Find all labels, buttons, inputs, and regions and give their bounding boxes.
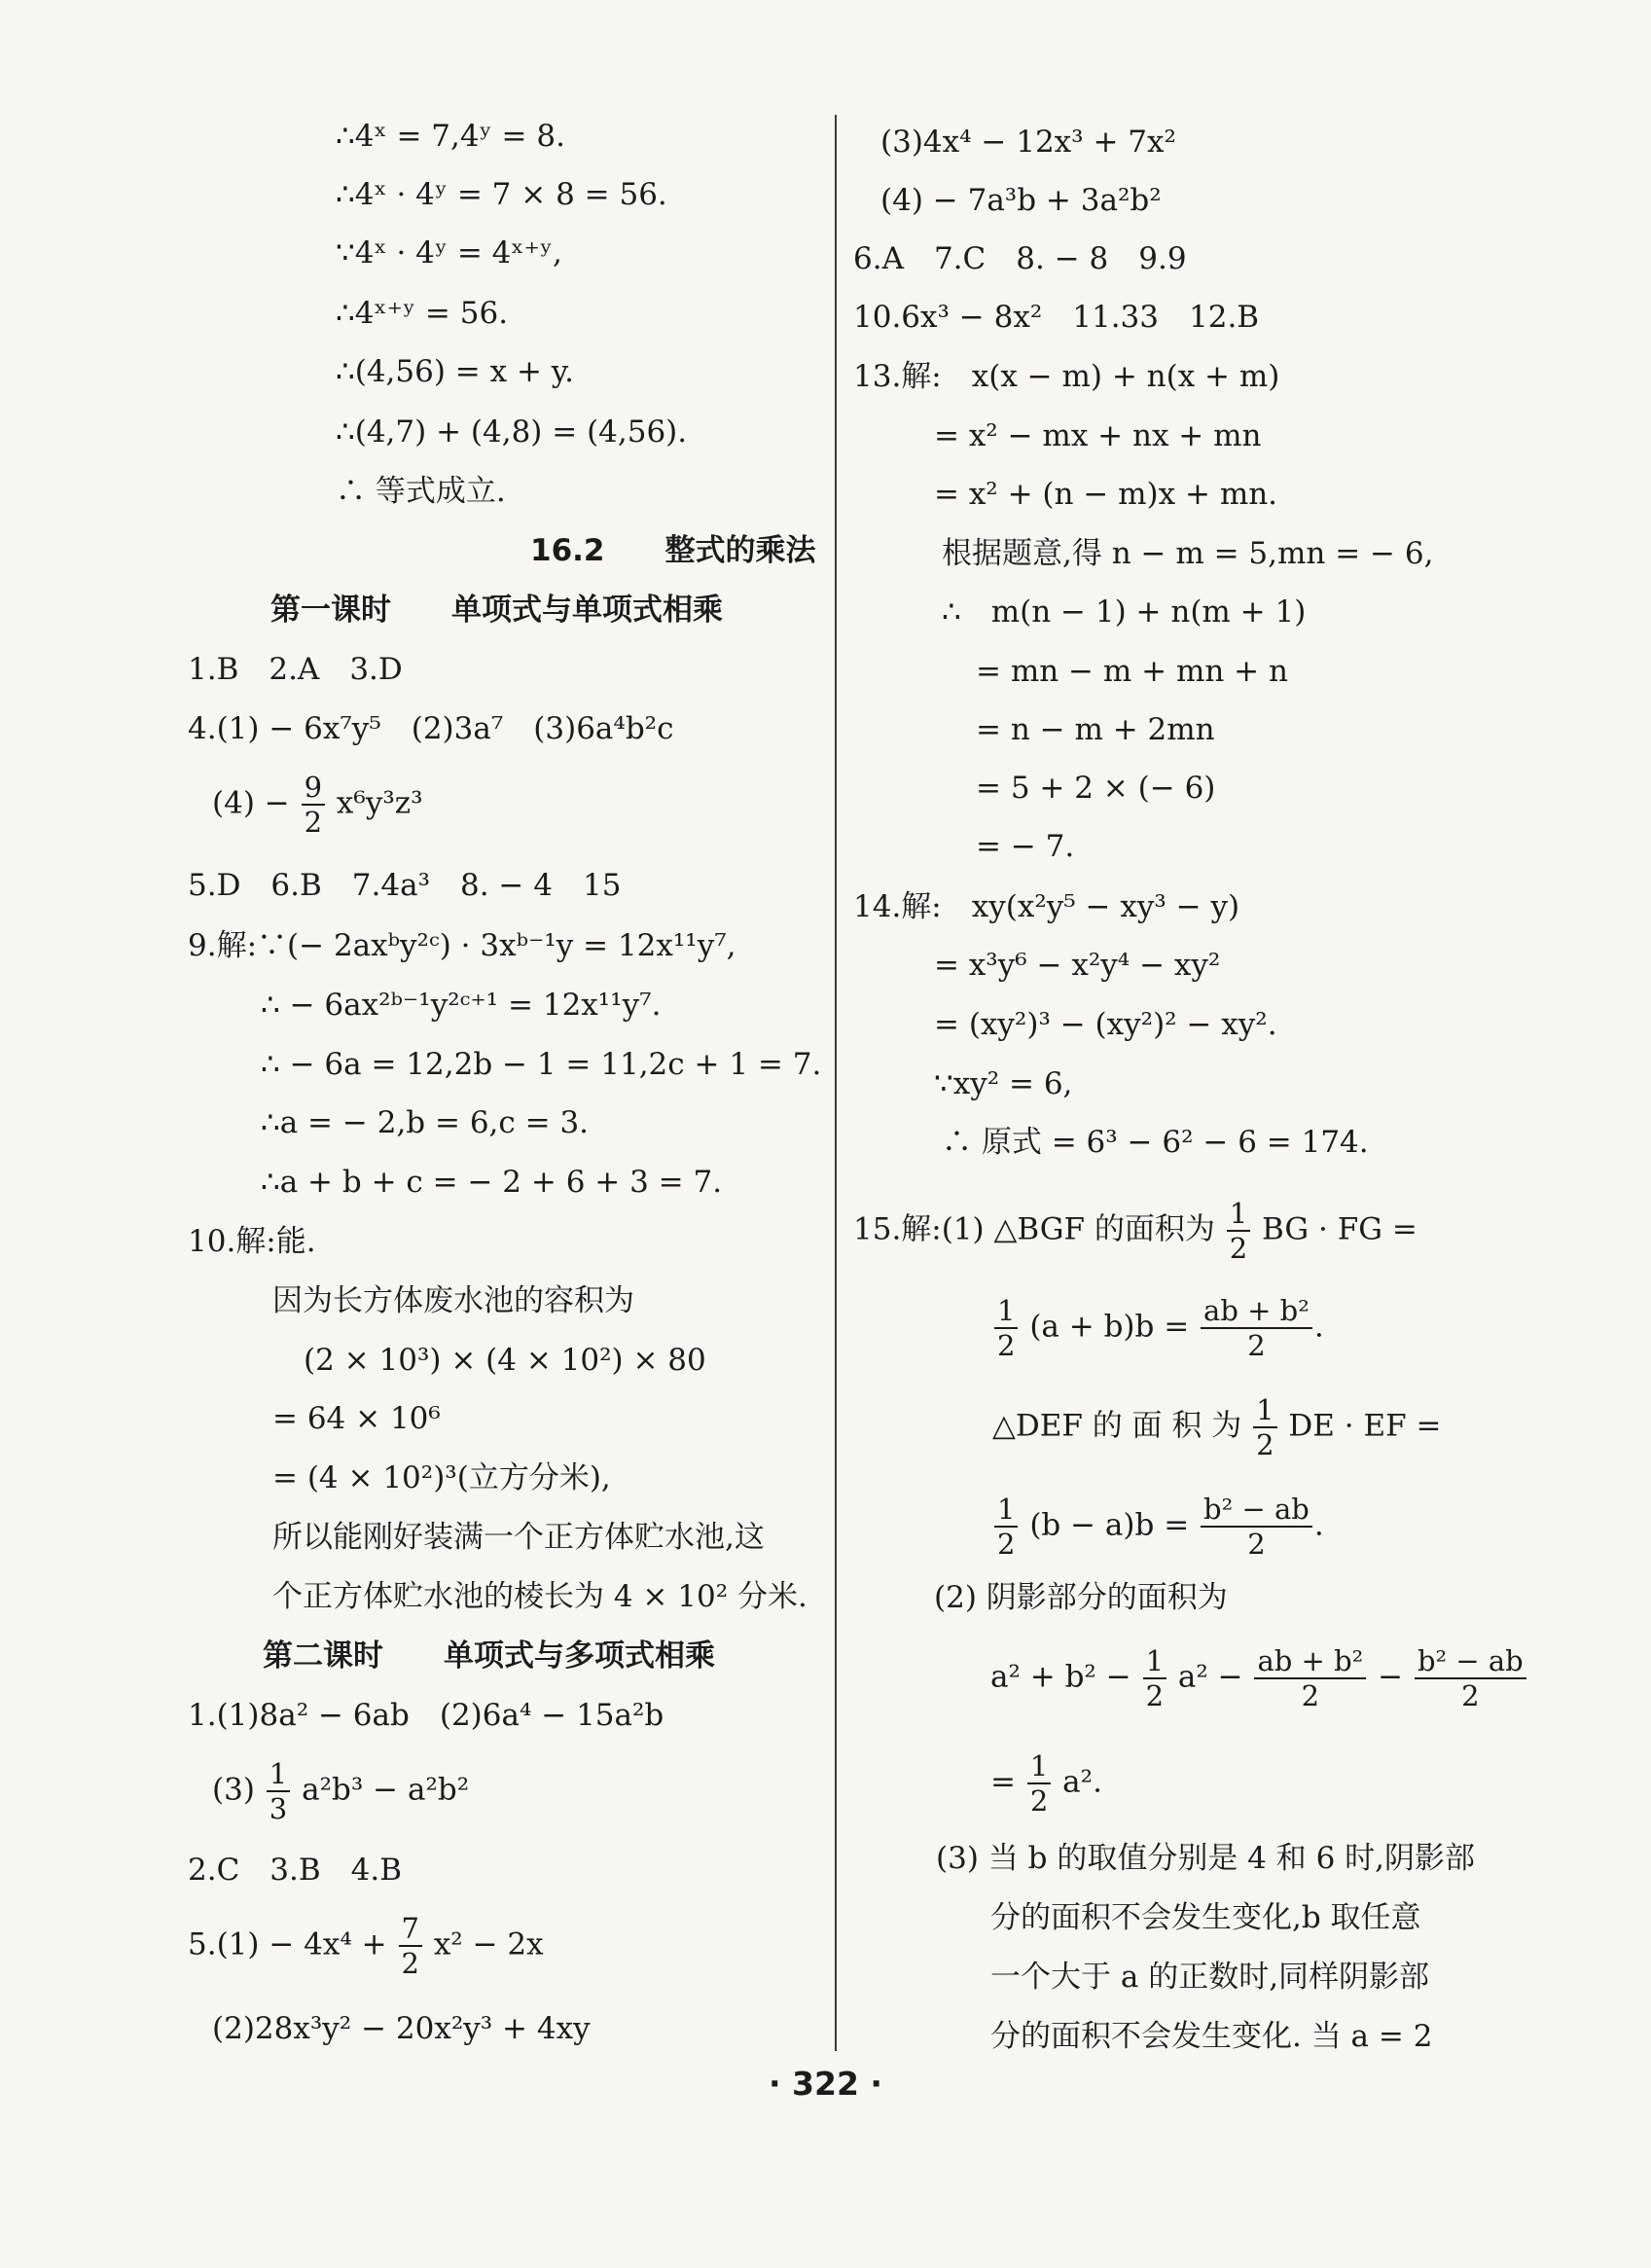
fraction: $\frac{\text{b² − ab}}{2}$ (1415, 1644, 1526, 1712)
column-divider (835, 115, 837, 2051)
q15-line-2: $\frac{1}{2}$ (a + b)b = $\frac{\text{ab + b²}}{2}$ . (992, 1294, 1324, 1362)
q14-line-4: ∵xy² = 6, (934, 1066, 1073, 1101)
answer-10-line-7: 个正方体贮水池的棱长为 4 × 10² 分米. (272, 1579, 808, 1614)
answer-9-line-5: ∴a + b + c = − 2 + 6 + 3 = 7. (261, 1165, 723, 1200)
q15-line-4: $\frac{1}{2}$ (b − a)b = $\frac{\text{b² − ab}}{2}$ . (992, 1493, 1324, 1561)
q13-line-5: ∴ m(n − 1) + n(m + 1) (942, 594, 1307, 630)
q15-line-10: 一个大于 a 的正数时,同样阴影部 (990, 1960, 1430, 1995)
lesson1-title: 第一课时 单项式与单项式相乘 (270, 593, 723, 628)
answer-10-line-1: 10.解:能. (188, 1224, 316, 1259)
fraction: $\frac{1}{2}$ (994, 1493, 1018, 1561)
line: ∵4ˣ · 4ʸ = 4ˣ⁺ʸ, (336, 235, 562, 270)
q13-line-2: = x² − mx + nx + mn (934, 418, 1262, 453)
line: ∴4ˣ = 7,4ʸ = 8. (336, 119, 565, 154)
q15-line-3: △DEF 的 面 积 为 $\frac{1}{2}$ DE · EF = (992, 1393, 1442, 1461)
q15-line-1: 15.解:(1) △BGF 的面积为 $\frac{1}{2}$ BG · FG = (853, 1197, 1418, 1265)
answer-1-3: 1.B 2.A 3.D (188, 652, 403, 687)
line: ∴(4,56) = x + y. (336, 354, 575, 389)
q14-line-3: = (xy²)³ − (xy²)² − xy². (934, 1007, 1277, 1042)
answer-4-4: (4) − $\frac{9}{2}$ x⁶y³z³ (212, 771, 423, 839)
lesson2-answer-2-4: 2.C 3.B 4.B (188, 1853, 403, 1888)
fraction: $\frac{1}{2}$ (1027, 1749, 1051, 1818)
lesson2-answer-1: 1.(1)8a² − 6ab (2)6a⁴ − 15a²b (188, 1698, 664, 1733)
q14-line-1: 14.解: xy(x²y⁵ − xy³ − y) (853, 889, 1240, 924)
answer-9-line-2: ∴ − 6ax²ᵇ⁻¹y²ᶜ⁺¹ = 12x¹¹y⁷. (261, 988, 662, 1023)
q14-line-5: ∴ 原式 = 6³ − 6² − 6 = 174. (942, 1125, 1369, 1160)
fraction: $\frac{7}{2}$ (399, 1912, 422, 1980)
lesson2-title: 第二课时 单项式与多项式相乘 (263, 1638, 715, 1674)
answer-4: 4.(1) − 6x⁷y⁵ (2)3a⁷ (3)6a⁴b²c (188, 711, 674, 746)
answer-10-line-6: 所以能刚好装满一个正方体贮水池,这 (272, 1520, 765, 1555)
q13-line-4: 根据题意,得 n − m = 5,mn = − 6, (942, 536, 1434, 571)
answer-9-line-1: 9.解:∵(− 2axᵇy²ᶜ) · 3xᵇ⁻¹y = 12x¹¹y⁷, (188, 928, 736, 963)
q15-line-11: 分的面积不会发生变化. 当 a = 2 (990, 2019, 1433, 2054)
answer-9-line-4: ∴a = − 2,b = 6,c = 3. (261, 1105, 590, 1140)
q13-line-1: 13.解: x(x − m) + n(x + m) (853, 359, 1280, 394)
answer-10-line-2: 因为长方体废水池的容积为 (272, 1283, 634, 1318)
answer-5-8: 5.D 6.B 7.4a³ 8. − 4 15 (188, 868, 622, 903)
q15-line-5: (2) 阴影部分的面积为 (934, 1580, 1228, 1615)
line: ∴4ˣ · 4ʸ = 7 × 8 = 56. (336, 177, 667, 212)
q14-line-2: = x³y⁶ − x²y⁴ − xy² (934, 948, 1221, 983)
q13-line-6: = mn − m + mn + n (976, 654, 1288, 689)
fraction: $\frac{\text{ab + b²}}{2}$ (1201, 1294, 1312, 1362)
line: 10.6x³ − 8x² 11.33 12.B (853, 300, 1260, 335)
answer-9-line-3: ∴ − 6a = 12,2b − 1 = 11,2c + 1 = 7. (261, 1047, 822, 1082)
lesson2-answer-5-1: 5.(1) − 4x⁴ + $\frac{7}{2}$ x² − 2x (188, 1912, 544, 1980)
lesson2-answer-5-2: (2)28x³y² − 20x²y³ + 4xy (212, 2011, 591, 2046)
page-number: · 322 · (769, 2065, 882, 2103)
q15-line-6: a² + b² − $\frac{1}{2}$ a² − $\frac{\text{ab + b²}}{2}$ − $\frac{\text{b² − ab}}{2}$ (990, 1644, 1528, 1712)
q13-line-7: = n − m + 2mn (976, 712, 1215, 747)
section-title: 16.2 整式的乘法 (530, 533, 816, 568)
fraction: $\frac{\text{b² − ab}}{2}$ (1201, 1493, 1312, 1561)
fraction: $\frac{1}{2}$ (1143, 1644, 1166, 1712)
answer-10-line-3: (2 × 10³) × (4 × 10²) × 80 (304, 1343, 706, 1378)
line: 6.A 7.C 8. − 8 9.9 (853, 241, 1187, 276)
fraction: $\frac{1}{3}$ (267, 1757, 290, 1825)
fraction: $\frac{9}{2}$ (302, 771, 325, 839)
line: ∴4ˣ⁺ʸ = 56. (336, 296, 509, 331)
q15-line-9: 分的面积不会发生变化,b 取任意 (990, 1900, 1421, 1935)
q13-line-3: = x² + (n − m)x + mn. (934, 477, 1278, 512)
q13-line-8: = 5 + 2 × (− 6) (976, 771, 1216, 806)
answer-10-line-5: = (4 × 10²)³(立方分米), (272, 1460, 611, 1495)
line: (3)4x⁴ − 12x³ + 7x² (880, 125, 1176, 160)
line: ∴ 等式成立. (336, 474, 506, 509)
fraction: $\frac{\text{ab + b²}}{2}$ (1254, 1644, 1366, 1712)
q15-line-8: (3) 当 b 的取值分别是 4 和 6 时,阴影部 (936, 1841, 1476, 1876)
q15-line-7: = $\frac{1}{2}$ a². (990, 1749, 1102, 1818)
line: ∴(4,7) + (4,8) = (4,56). (336, 414, 688, 450)
lesson2-answer-1-3: (3) $\frac{1}{3}$ a²b³ − a²b² (212, 1757, 470, 1825)
line: (4) − 7a³b + 3a²b² (880, 183, 1162, 218)
fraction: $\frac{1}{2}$ (1253, 1393, 1276, 1461)
answer-10-line-4: = 64 × 10⁶ (272, 1401, 441, 1436)
fraction: $\frac{1}{2}$ (994, 1294, 1018, 1362)
q13-line-9: = − 7. (976, 829, 1075, 864)
fraction: $\frac{1}{2}$ (1227, 1197, 1250, 1265)
